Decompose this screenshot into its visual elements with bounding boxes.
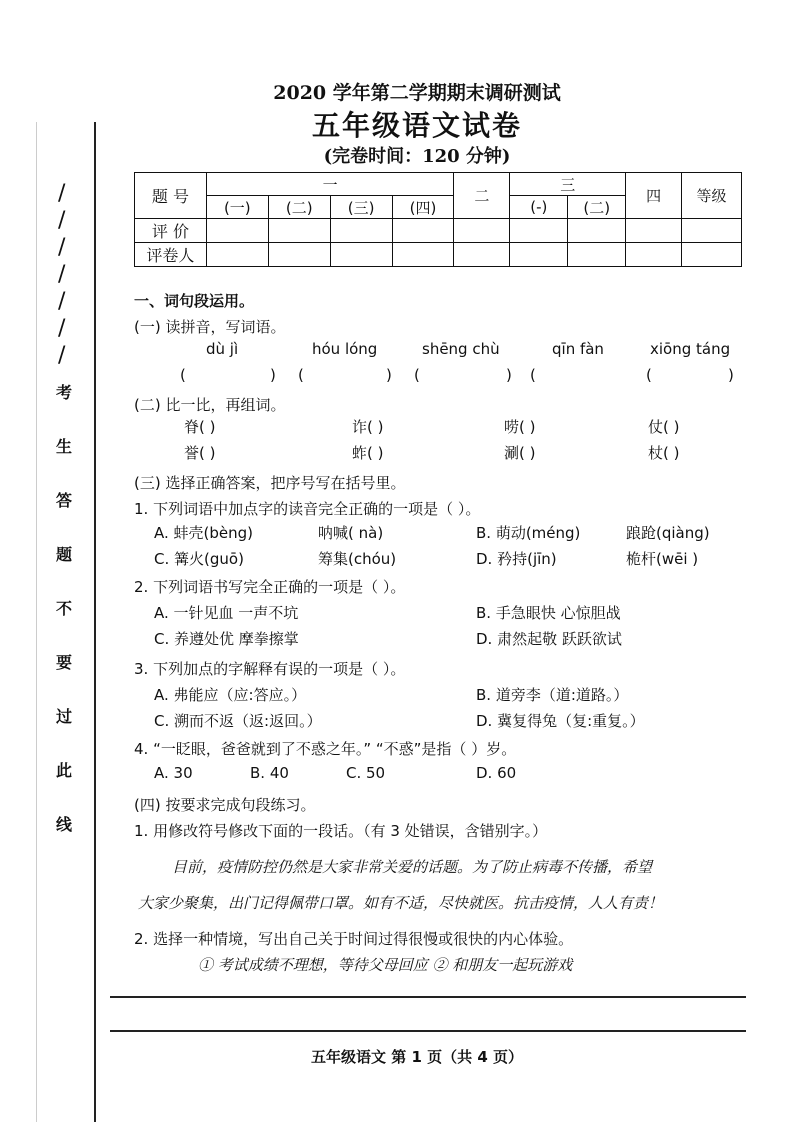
sub-header: (四) <box>392 196 454 219</box>
mc4-option-b: B. 40 <box>250 764 289 782</box>
part-one-header: 一 <box>206 173 454 196</box>
q2-title: (二) 比一比，再组词。 <box>134 396 286 414</box>
q3-title: (三) 选择正确答案，把序号写在括号里。 <box>134 474 406 492</box>
mc2-option-c: C. 养遵处优 摩拳擦掌 <box>154 630 299 648</box>
answer-bracket-open: ( <box>414 366 420 384</box>
section-one-title: 一、词句段运用。 <box>134 292 255 310</box>
answer-line[interactable] <box>110 1030 746 1032</box>
score-cell[interactable] <box>454 219 510 243</box>
mc4-stem: 4. “一眨眼，爸爸就到了不惑之年。” “不惑”是指（ ）岁。 <box>134 740 517 758</box>
grader-cell[interactable] <box>392 243 454 267</box>
notice-char: 此 <box>55 761 72 780</box>
slash: / <box>58 235 66 260</box>
mc1-option-d: D. 矜持(jīn) <box>476 550 557 568</box>
mc1-option-b2: 踉跄(qiàng) <box>626 524 710 542</box>
notice-char: 考 <box>55 383 72 402</box>
answer-bracket-close: ) <box>506 366 512 384</box>
mc3-stem: 3. 下列加点的字解释有误的一项是（ ）。 <box>134 660 406 678</box>
grader-cell[interactable] <box>454 243 510 267</box>
margin-guide-line <box>36 122 37 1122</box>
answer-bracket-close: ) <box>386 366 392 384</box>
mc4-option-a: A. 30 <box>154 764 193 782</box>
score-cell[interactable] <box>392 219 454 243</box>
mc3-option-d: D. 冀复得兔（复:重复。） <box>476 712 645 730</box>
score-cell[interactable] <box>206 219 268 243</box>
notice-char: 要 <box>55 653 72 672</box>
margin-notice <box>54 380 74 866</box>
score-cell[interactable] <box>682 219 742 243</box>
compare-item: 涮( ) <box>504 444 536 462</box>
mc1-stem: 1. 下列词语中加点字的读音完全正确的一项是（ ）。 <box>134 500 481 518</box>
answer-bracket-close: ) <box>728 366 734 384</box>
notice-char: 不 <box>55 599 72 618</box>
compare-item: 誉( ) <box>184 444 216 462</box>
answer-bracket-open: ( <box>530 366 536 384</box>
part-two-header: 二 <box>454 173 510 219</box>
mc1-option-c: C. 篝火(guō) <box>154 550 244 568</box>
mc2-option-a: A. 一针见血 一声不坑 <box>154 604 299 622</box>
mc4-option-c: C. 50 <box>346 764 386 782</box>
score-table <box>134 172 742 267</box>
compare-item: 唠( ) <box>504 418 536 436</box>
compare-item: 蚱( ) <box>352 444 384 462</box>
evaluation-row-label: 评 价 <box>135 219 207 243</box>
mc1-option-a: A. 蚌壳(bèng) <box>154 524 254 542</box>
pinyin-2: hóu lóng <box>312 340 378 358</box>
compare-item: 仗( ) <box>648 418 680 436</box>
pinyin-1: dù jì <box>206 340 239 358</box>
grader-cell[interactable] <box>682 243 742 267</box>
margin-slashes <box>58 180 65 369</box>
binding-line <box>94 122 96 1122</box>
score-cell[interactable] <box>568 219 626 243</box>
pinyin-4: qīn fàn <box>552 340 604 358</box>
slash: / <box>58 262 66 287</box>
answer-line[interactable] <box>110 996 746 998</box>
practice-1-text-line2: 大家少聚集，出门记得佩带口罩。如有不适，尽快就医。抗击疫情，人人有责！ <box>138 894 664 912</box>
practice-2-instruction: 2. 选择一种情境，写出自己关于时间过得很慢或很快的内心体验。 <box>134 930 574 948</box>
notice-char: 过 <box>55 707 72 726</box>
grader-cell[interactable] <box>568 243 626 267</box>
answer-bracket-open: ( <box>646 366 652 384</box>
score-cell[interactable] <box>330 219 392 243</box>
grader-cell[interactable] <box>206 243 268 267</box>
exam-title: 五年级语文试卷 <box>311 109 522 142</box>
score-cell[interactable] <box>510 219 568 243</box>
notice-char: 生 <box>55 437 72 456</box>
sub-header: (一) <box>206 196 268 219</box>
grade-header: 等级 <box>682 173 742 219</box>
score-cell[interactable] <box>268 219 330 243</box>
mc2-stem: 2. 下列词语书写完全正确的一项是（ ）。 <box>134 578 406 596</box>
answer-bracket-open: ( <box>298 366 304 384</box>
grader-cell[interactable] <box>510 243 568 267</box>
pinyin-3: shēng chù <box>422 340 500 358</box>
notice-char: 题 <box>55 545 72 564</box>
mc3-option-b: B. 道旁李（道:道路。） <box>476 686 629 704</box>
pinyin-5: xiōng táng <box>650 340 731 358</box>
slash: / <box>58 343 66 368</box>
exam-duration: (完卷时间：120 分钟) <box>323 146 511 167</box>
sub-header: (-) <box>510 196 568 219</box>
slash: / <box>58 289 66 314</box>
practice-2-options: ① 考试成绩不理想，等待父母回应 ② 和朋友一起玩游戏 <box>198 956 573 974</box>
mc3-option-a: A. 弗能应（应:答应。） <box>154 686 307 704</box>
mc1-option-d2: 桅杆(wēi ) <box>626 550 699 568</box>
grader-cell[interactable] <box>330 243 392 267</box>
answer-bracket-close: ) <box>270 366 276 384</box>
grader-row-label: 评卷人 <box>135 243 207 267</box>
slash: / <box>58 181 66 206</box>
answer-bracket-open: ( <box>180 366 186 384</box>
mc2-option-d: D. 肃然起敬 跃跃欲试 <box>476 630 622 648</box>
exam-term-title: 2020 学年第二学期期末调研测试 <box>273 82 561 104</box>
mc1-option-a2: 呐喊( nà) <box>318 524 384 542</box>
notice-char: 线 <box>55 815 72 834</box>
practice-1-instruction: 1. 用修改符号修改下面的一段话。（有 3 处错误，含错别字。） <box>134 822 548 840</box>
grader-cell[interactable] <box>268 243 330 267</box>
sub-header: (二) <box>268 196 330 219</box>
mc3-option-c: C. 溯而不返（返:返回。） <box>154 712 322 730</box>
practice-1-text-line1: 目前，疫情防控仍然是大家非常关爱的话题。为了防止病毒不传播，希望 <box>172 858 653 876</box>
mc4-option-d: D. 60 <box>476 764 517 782</box>
grader-cell[interactable] <box>626 243 682 267</box>
sub-header: (二) <box>568 196 626 219</box>
compare-item: 杖( ) <box>648 444 680 462</box>
page-footer: 五年级语文 第 1 页（共 4 页） <box>311 1048 523 1066</box>
compare-item: 诈( ) <box>352 418 384 436</box>
notice-char: 答 <box>55 491 72 510</box>
slash: / <box>58 316 66 341</box>
mc1-option-b: B. 萌动(méng) <box>476 524 581 542</box>
part-three-header: 三 <box>510 173 626 196</box>
score-cell[interactable] <box>626 219 682 243</box>
compare-item: 脊( ) <box>184 418 216 436</box>
q1-title: (一) 读拼音，写词语。 <box>134 318 286 336</box>
mc2-option-b: B. 手急眼快 心惊胆战 <box>476 604 621 622</box>
question-number-header: 题 号 <box>135 173 207 219</box>
sub-header: (三) <box>330 196 392 219</box>
part-four-header: 四 <box>626 173 682 219</box>
mc1-option-c2: 筹集(chóu) <box>318 550 397 568</box>
q4-title: (四) 按要求完成句段练习。 <box>134 796 316 814</box>
slash: / <box>58 208 66 233</box>
